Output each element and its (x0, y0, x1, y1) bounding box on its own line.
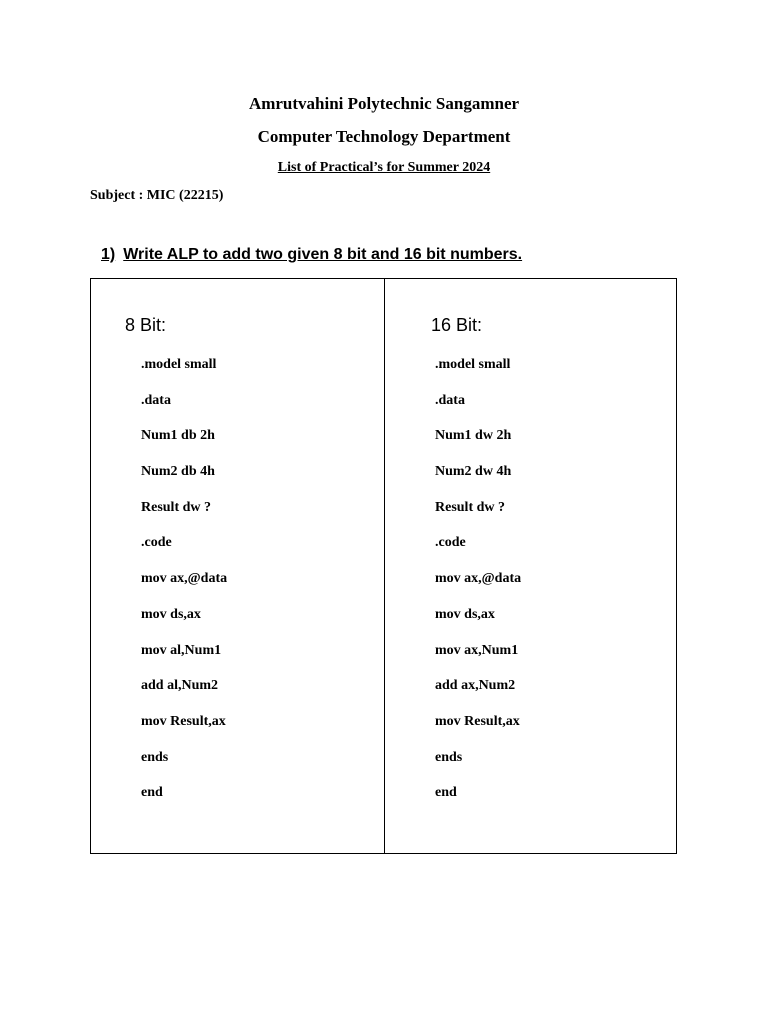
code-line: end (435, 785, 457, 801)
institute-title: Amrutvahini Polytechnic Sangamner (248, 94, 520, 113)
code-line: ends (435, 749, 463, 765)
code-line: .data (435, 392, 465, 408)
code-line: mov ax,@data (435, 571, 522, 587)
code-line: .code (435, 535, 466, 551)
practical-list-title-text: List of Practical’s for Summer 2024 (277, 160, 491, 175)
code-line: .code (141, 535, 172, 551)
practical-list-title (0, 160, 768, 176)
code-line: Num1 dw 2h (435, 428, 512, 444)
code-line: Num2 db 4h (141, 464, 215, 480)
code-listing-8-bit (141, 355, 227, 819)
code-line: ends (141, 749, 169, 765)
code-line: mov ds,ax (435, 606, 495, 622)
code-listing-16-bit (435, 355, 521, 819)
question-text: Write ALP to add two given 8 bit and 16 bit numbers. (123, 246, 523, 263)
code-line: mov Result,ax (435, 713, 520, 729)
code-column-8-bit (91, 279, 385, 853)
question-number: 1) (101, 246, 116, 263)
question-heading (101, 246, 522, 264)
code-table (90, 278, 677, 854)
code-line: Num2 dw 4h (435, 464, 512, 480)
code-line: mov ds,ax (141, 606, 201, 622)
code-line: Num1 db 2h (141, 428, 215, 444)
code-line: .model small (435, 357, 511, 372)
code-line: mov ax,Num1 (435, 642, 519, 658)
department-title: Computer Technology Department (257, 127, 511, 146)
column-heading-8-bit: 8 Bit: (125, 315, 167, 335)
column-heading-16-bit: 16 Bit: (431, 315, 483, 335)
code-line: .data (141, 392, 171, 408)
code-line: Result dw ? (141, 499, 212, 515)
code-line: end (141, 785, 163, 801)
code-line: mov al,Num1 (141, 642, 222, 658)
code-line: add ax,Num2 (435, 678, 516, 694)
code-line: .model small (141, 357, 217, 372)
subject-line: Subject : MIC (22215) (90, 188, 224, 203)
code-column-16-bit (385, 279, 676, 853)
code-line: Result dw ? (435, 499, 506, 515)
code-line: add al,Num2 (141, 678, 219, 694)
code-line: mov ax,@data (141, 571, 228, 587)
code-line: mov Result,ax (141, 713, 226, 729)
